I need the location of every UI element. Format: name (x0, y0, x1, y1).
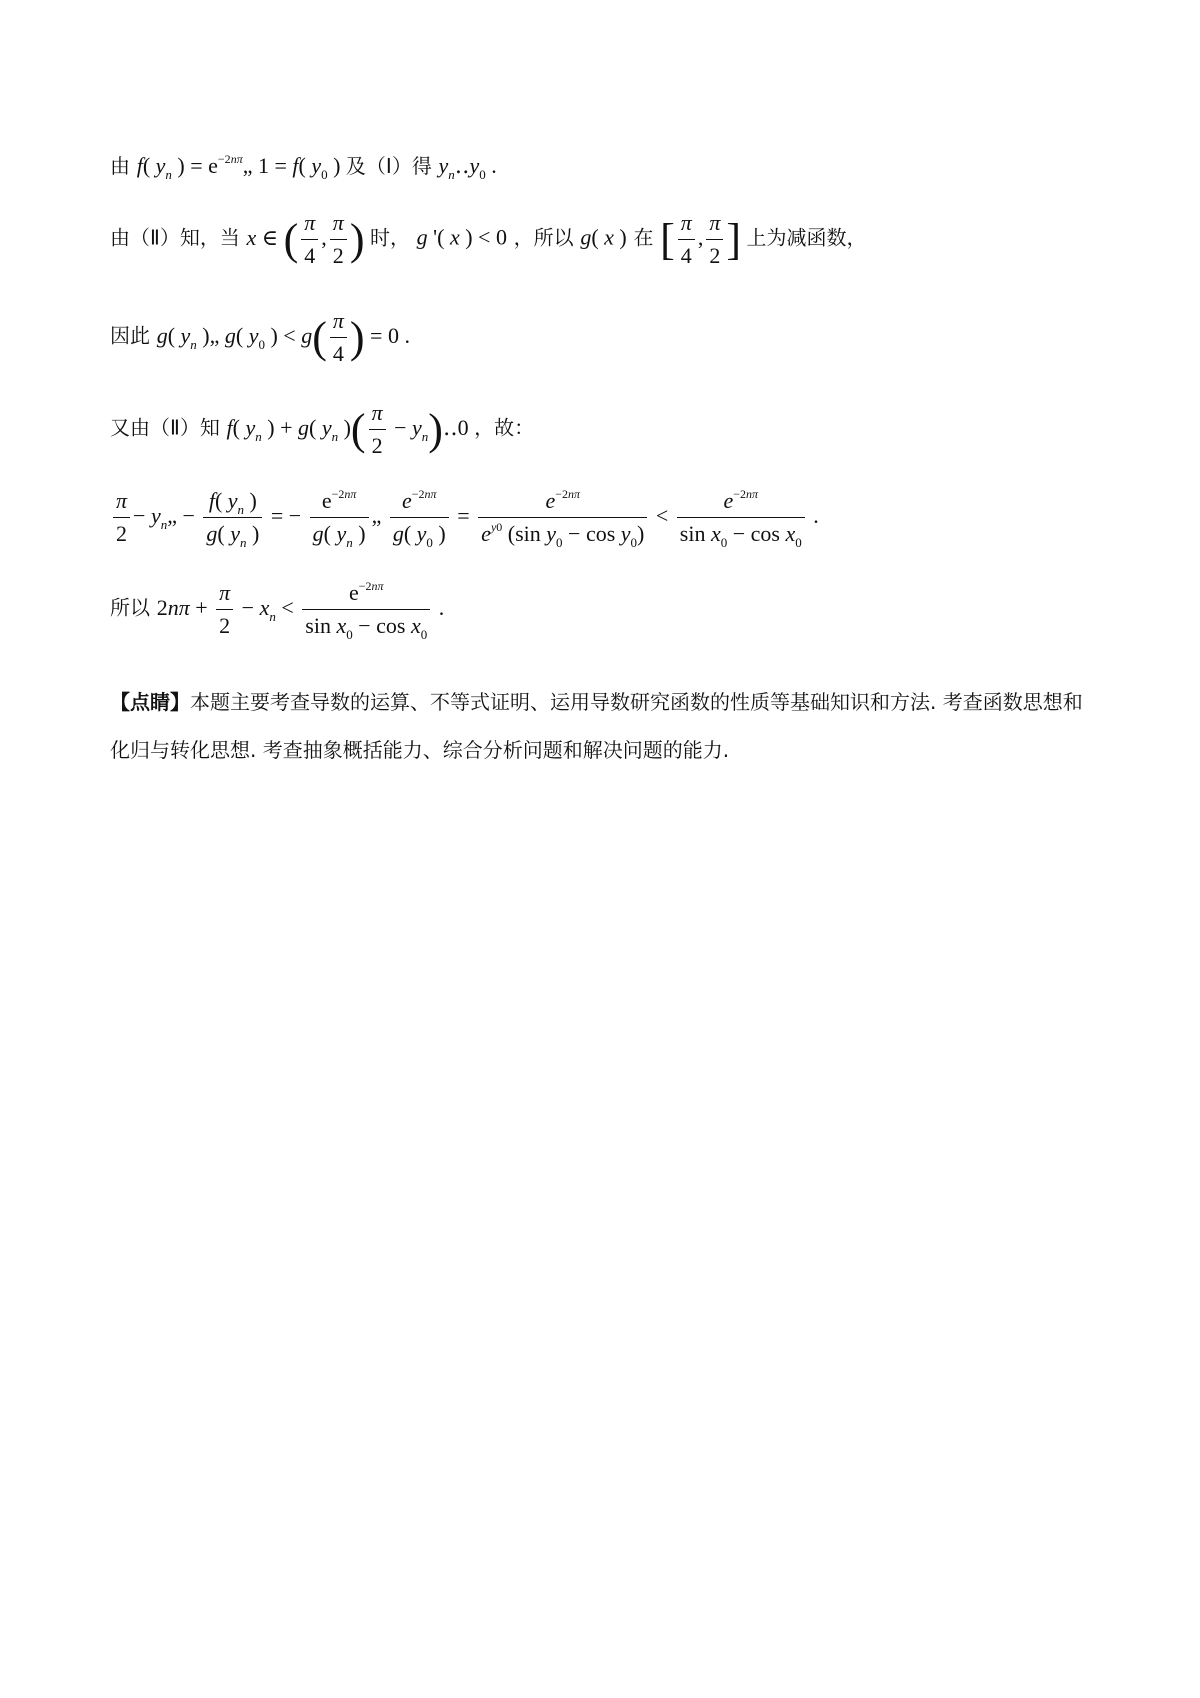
proof-line-1 (110, 150, 497, 182)
proof-line-4 (110, 400, 534, 459)
formula: g( x ) (580, 224, 627, 250)
text-segment: 由 (110, 154, 130, 178)
proof-line-5 (110, 487, 819, 550)
text-segment: ，故： (474, 415, 535, 440)
text-segment: 所以 (110, 595, 150, 620)
formula: $y_n‥y_0$ . (438, 153, 497, 182)
formula: g '( x ) < 0 (416, 224, 507, 250)
text-segment: 又由（Ⅱ）知 (110, 415, 220, 440)
proof-line-3 (110, 308, 410, 367)
comment-tag: 【点睛】 (110, 690, 190, 714)
text-segment: 在 (633, 225, 654, 250)
formula: [ $\frac{\pi}{4}$ , $\frac{\pi}{2}$ ] (660, 210, 741, 268)
text-segment: ，所以 (513, 225, 574, 250)
formula: f( $y_n$ ) + g( $y_n$ )( $\frac{\pi}{2}$ − $y_n)‥0$ (226, 400, 475, 458)
formula: f( $y_n$ ) = $e^{-2n\pi}„$ 1 = f( $y_0$ ) (136, 152, 346, 182)
comment-paragraph (110, 678, 1100, 774)
formula: x ∈ ( $\frac{\pi}{4}$ , $\frac{\pi}{2}$ ) (246, 210, 365, 268)
comment-text: 本题主要考查导数的运算、不等式证明、运用导数研究函数的性质等基础知识和方法. 考查函数思想和化归与转化思想. 考查抽象概括能力、综合分析问题和解决问题的能力. (110, 690, 1083, 762)
formula: 2nπ + $\frac{\pi}{2}$ − $x_n$ < $\frac{e^{-2n\pi}}{\sin x_0 - \cos x_0}$ . (156, 579, 445, 642)
formula: g( $y_n$ )„ g( $y_0$ ) < g( $\frac{\pi}{4}$ ) = 0 . (156, 308, 410, 366)
text-segment: 上为减函数， (746, 225, 867, 250)
text-segment: 由（Ⅱ）知，当 (110, 225, 240, 250)
text-segment: 及（Ⅰ）得 (345, 154, 432, 178)
formula: $\frac{\pi}{2}$ − $y_n„$ − $\frac{f( y_n )}{g( y_n )}$ = − $\frac{e^{-2n\pi}}{g( y_n )}$ „ $\frac{e^{-2n\pi}}{g( y_0 )}$ = $\frac{e^{-2n\pi}}{e^{y0} (\sin y_0 - \cos y_0)}$ < $\frac{e^{-2n\pi}}{\sin x_0 - \cos x_0}$ . (110, 503, 819, 528)
text-segment: 时， (369, 225, 410, 250)
text-segment: 因此 (110, 323, 150, 348)
proof-line-6 (110, 579, 445, 642)
proof-line-2 (110, 210, 867, 269)
